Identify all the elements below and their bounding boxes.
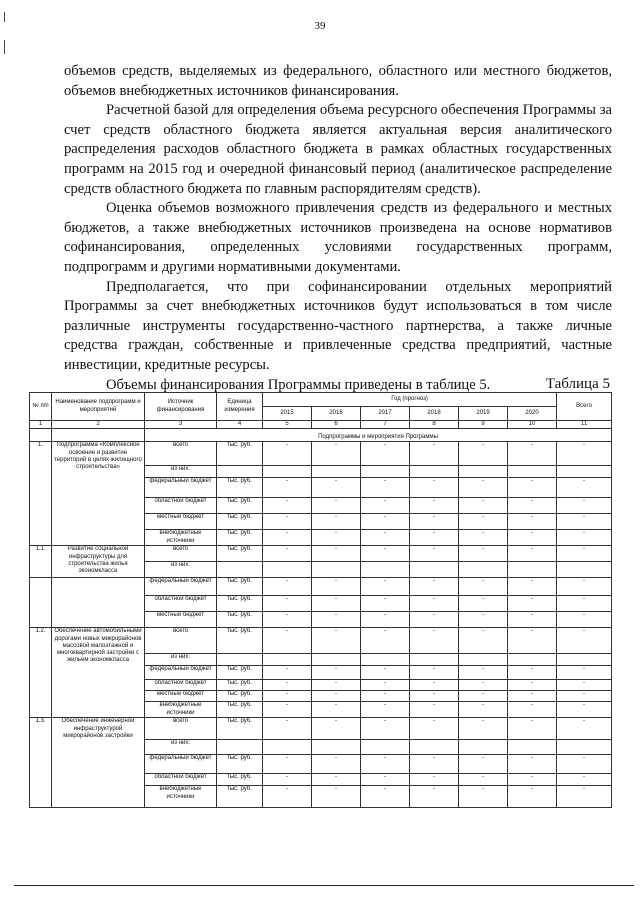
row-unit: тыс. руб. — [217, 546, 263, 562]
row-value: - — [459, 774, 508, 786]
row-value — [361, 466, 410, 478]
row-value — [557, 740, 612, 755]
row-value — [557, 654, 612, 666]
row-value: - — [361, 442, 410, 466]
row-value: - — [459, 702, 508, 718]
row-value: - — [263, 578, 312, 596]
row-value: - — [410, 478, 459, 498]
row-value: - — [361, 514, 410, 530]
row-value: - — [557, 498, 612, 514]
table-row — [30, 546, 612, 562]
row-value — [410, 740, 459, 755]
row-value: - — [361, 718, 410, 740]
row-value: - — [312, 691, 361, 702]
row-value: - — [508, 718, 557, 740]
row-number — [30, 578, 52, 628]
row-value: - — [508, 680, 557, 691]
row-number: 1.3. — [30, 718, 52, 808]
row-value: - — [410, 498, 459, 514]
row-value — [410, 562, 459, 578]
table-row — [30, 442, 612, 466]
row-value: - — [263, 774, 312, 786]
row-source: всего — [145, 718, 217, 740]
row-value: - — [312, 718, 361, 740]
financing-table — [29, 392, 612, 808]
row-unit: тыс. руб. — [217, 718, 263, 740]
row-unit: тыс. руб. — [217, 691, 263, 702]
row-value: - — [557, 546, 612, 562]
row-name: Подпрограмма «Комплексное освоение и развитие территорий в целях жилищного строительства» — [52, 442, 145, 546]
row-value: - — [410, 578, 459, 596]
row-value: - — [557, 628, 612, 654]
row-unit: тыс. руб. — [217, 755, 263, 774]
row-value: - — [459, 530, 508, 546]
row-value: - — [410, 718, 459, 740]
row-value: - — [459, 718, 508, 740]
row-source: из них: — [145, 562, 217, 578]
row-value: - — [312, 442, 361, 466]
row-unit: тыс. руб. — [217, 774, 263, 786]
row-source: из них: — [145, 466, 217, 478]
row-value: - — [263, 755, 312, 774]
row-value — [361, 654, 410, 666]
section-spacer — [30, 429, 52, 442]
row-value: - — [263, 596, 312, 612]
bottom-rule — [14, 885, 634, 886]
row-value: - — [508, 530, 557, 546]
page-number: 39 — [314, 20, 326, 32]
header-num: № п/п — [30, 393, 52, 421]
row-value: - — [459, 478, 508, 498]
row-value — [508, 466, 557, 478]
row-source: всего — [145, 442, 217, 466]
row-value: - — [459, 578, 508, 596]
row-value: - — [263, 702, 312, 718]
row-unit: тыс. руб. — [217, 498, 263, 514]
column-number: 6 — [312, 421, 361, 429]
row-value — [312, 562, 361, 578]
row-source: местный бюджет — [145, 612, 217, 628]
row-value: - — [410, 596, 459, 612]
column-number: 8 — [410, 421, 459, 429]
row-source: областной бюджет — [145, 596, 217, 612]
row-value: - — [557, 786, 612, 808]
row-value: - — [557, 755, 612, 774]
row-unit: тыс. руб. — [217, 666, 263, 680]
paragraph-5: Объемы финансирования Программы приведены в таблице 5. — [106, 376, 491, 393]
row-source: всего — [145, 546, 217, 562]
row-value: - — [410, 755, 459, 774]
row-unit: тыс. руб. — [217, 628, 263, 654]
header-year: 2016 — [312, 407, 361, 421]
column-number: 10 — [508, 421, 557, 429]
row-name — [52, 578, 145, 628]
column-number: 11 — [557, 421, 612, 429]
row-value: - — [459, 628, 508, 654]
row-value: - — [312, 786, 361, 808]
row-value: - — [361, 691, 410, 702]
row-value: - — [508, 691, 557, 702]
row-value: - — [263, 478, 312, 498]
row-value: - — [508, 774, 557, 786]
header-name: Наименование подпрограмм и мероприятий — [52, 393, 145, 421]
row-value: - — [410, 786, 459, 808]
row-value: - — [312, 514, 361, 530]
row-value: - — [410, 666, 459, 680]
row-number: 1.1. — [30, 546, 52, 578]
section-spacer — [52, 429, 145, 442]
row-source: областной бюджет — [145, 774, 217, 786]
row-value — [459, 466, 508, 478]
row-name: Обеспечение инженерной инфраструктурой микрорайонов застройки — [52, 718, 145, 808]
row-value: - — [508, 755, 557, 774]
row-unit: тыс. руб. — [217, 478, 263, 498]
row-value: - — [263, 498, 312, 514]
margin-mark-second — [4, 40, 5, 54]
table-body — [30, 421, 612, 808]
table-caption: Таблица 5 — [545, 376, 610, 392]
header-total: Всего — [557, 393, 612, 421]
row-value: - — [361, 680, 410, 691]
row-value: - — [361, 774, 410, 786]
row-value: - — [459, 786, 508, 808]
row-unit: тыс. руб. — [217, 530, 263, 546]
row-source: федеральный бюджет — [145, 755, 217, 774]
row-value: - — [508, 786, 557, 808]
row-value: - — [312, 612, 361, 628]
row-value — [361, 562, 410, 578]
row-value: - — [557, 702, 612, 718]
header-years-group: Год (прогноз) — [263, 393, 557, 407]
row-value: - — [459, 514, 508, 530]
row-value: - — [557, 774, 612, 786]
row-source: областной бюджет — [145, 498, 217, 514]
row-unit: тыс. руб. — [217, 578, 263, 596]
paragraph-2: Расчетной базой для определения объема ресурсного обеспечения Программы за счет средств областного бюджета является актуальная версия аналитического распределения расходов областного бюджета в рамках областных государственных программ на 2015 год и очередной финансовый период (аналитическое распределение средств областного бюджета по главным распорядителям средств). — [64, 102, 612, 197]
row-value: - — [508, 546, 557, 562]
row-value — [312, 466, 361, 478]
body-text — [64, 62, 612, 395]
row-value: - — [263, 666, 312, 680]
row-value: - — [557, 578, 612, 596]
row-value — [263, 466, 312, 478]
row-value: - — [459, 442, 508, 466]
row-number: 1.2. — [30, 628, 52, 718]
section-title: Подпрограммы и мероприятия Программы — [145, 429, 612, 442]
paragraph-1: объемов средств, выделяемых из федерального, областного или местного бюджетов, объемов внебюджетных источников финансирования. — [64, 63, 612, 99]
row-value: - — [459, 691, 508, 702]
row-value: - — [557, 612, 612, 628]
row-value: - — [410, 691, 459, 702]
row-value: - — [508, 498, 557, 514]
row-value: - — [459, 596, 508, 612]
row-source: областной бюджет — [145, 680, 217, 691]
row-source: внебюджетные источники — [145, 786, 217, 808]
row-value: - — [410, 612, 459, 628]
row-value: - — [410, 442, 459, 466]
column-number: 5 — [263, 421, 312, 429]
row-name: Развитие социальной инфраструктуры для строительства жилья экономкласса — [52, 546, 145, 578]
row-number: 1. — [30, 442, 52, 546]
column-number: 3 — [145, 421, 217, 429]
row-value: - — [312, 628, 361, 654]
row-value: - — [361, 530, 410, 546]
row-unit: тыс. руб. — [217, 442, 263, 466]
row-value — [459, 654, 508, 666]
row-value: - — [557, 666, 612, 680]
row-value: - — [361, 628, 410, 654]
row-unit: тыс. руб. — [217, 786, 263, 808]
table-row — [30, 718, 612, 740]
row-value: - — [312, 666, 361, 680]
header-year: 2020 — [508, 407, 557, 421]
row-value: - — [263, 628, 312, 654]
row-value — [312, 740, 361, 755]
row-value: - — [312, 755, 361, 774]
column-number: 1 — [30, 421, 52, 429]
row-value: - — [557, 514, 612, 530]
column-number: 2 — [52, 421, 145, 429]
row-value — [508, 562, 557, 578]
row-value: - — [361, 666, 410, 680]
row-unit: тыс. руб. — [217, 680, 263, 691]
row-value: - — [459, 666, 508, 680]
row-value: - — [361, 498, 410, 514]
row-value: - — [361, 478, 410, 498]
row-unit: тыс. руб. — [217, 514, 263, 530]
row-value: - — [508, 514, 557, 530]
row-value: - — [312, 530, 361, 546]
row-value: - — [459, 498, 508, 514]
row-value: - — [459, 612, 508, 628]
row-value: - — [508, 702, 557, 718]
row-value — [459, 562, 508, 578]
row-value — [263, 740, 312, 755]
row-value: - — [410, 774, 459, 786]
row-value: - — [410, 702, 459, 718]
table-row — [30, 628, 612, 654]
column-number: 4 — [217, 421, 263, 429]
row-value — [410, 654, 459, 666]
row-value: - — [263, 691, 312, 702]
row-value: - — [508, 628, 557, 654]
row-source: всего — [145, 628, 217, 654]
row-value: - — [263, 546, 312, 562]
row-value — [508, 654, 557, 666]
column-number: 9 — [459, 421, 508, 429]
row-value: - — [263, 612, 312, 628]
table-row — [30, 578, 612, 596]
row-value: - — [361, 702, 410, 718]
row-value — [557, 466, 612, 478]
row-value: - — [312, 546, 361, 562]
row-value — [557, 562, 612, 578]
row-value: - — [557, 596, 612, 612]
row-unit: тыс. руб. — [217, 612, 263, 628]
row-value: - — [361, 578, 410, 596]
column-number: 7 — [361, 421, 410, 429]
header-source: Источник финансирования — [145, 393, 217, 421]
row-value: - — [312, 578, 361, 596]
row-source: федеральный бюджет — [145, 666, 217, 680]
paragraph-4: Предполагается, что при софинансировании отдельных мероприятий Программы за счет внебюджетных источников будут использоваться в том числе различные инструменты государственно-частного партнерства, а также личные средства граждан, собственные и привлеченные средства предприятий, частные инвестиции, кредитные ресурсы. — [64, 278, 612, 373]
row-value: - — [410, 514, 459, 530]
row-value: - — [459, 755, 508, 774]
row-source: федеральный бюджет — [145, 478, 217, 498]
row-value: - — [508, 596, 557, 612]
row-source: внебюджетные источники — [145, 530, 217, 546]
row-value: - — [361, 546, 410, 562]
row-value — [263, 654, 312, 666]
row-value: - — [361, 596, 410, 612]
row-value: - — [263, 786, 312, 808]
header-year: 2018 — [410, 407, 459, 421]
row-value: - — [312, 774, 361, 786]
row-source: из них: — [145, 740, 217, 755]
row-value — [508, 740, 557, 755]
row-value — [459, 740, 508, 755]
row-unit — [217, 562, 263, 578]
row-value: - — [557, 442, 612, 466]
header-year: 2015 — [263, 407, 312, 421]
row-value: - — [459, 546, 508, 562]
row-source: местный бюджет — [145, 691, 217, 702]
row-value: - — [312, 478, 361, 498]
row-value: - — [459, 680, 508, 691]
row-name: Обеспечение автомобильными дорогами новых микрорайонов массовой малоэтажной и многоквартирной застройки с жильем экономкласса — [52, 628, 145, 718]
row-value: - — [508, 612, 557, 628]
row-value: - — [263, 514, 312, 530]
row-value: - — [557, 478, 612, 498]
row-value: - — [312, 702, 361, 718]
row-value: - — [361, 755, 410, 774]
row-value: - — [508, 478, 557, 498]
row-value: - — [410, 680, 459, 691]
row-value: - — [557, 691, 612, 702]
row-value: - — [263, 442, 312, 466]
row-value: - — [410, 530, 459, 546]
row-value: - — [508, 578, 557, 596]
row-value: - — [557, 718, 612, 740]
row-value — [312, 654, 361, 666]
row-value: - — [410, 546, 459, 562]
row-value: - — [263, 530, 312, 546]
row-source: федеральный бюджет — [145, 578, 217, 596]
row-value: - — [361, 786, 410, 808]
row-value — [263, 562, 312, 578]
row-value — [361, 740, 410, 755]
paragraph-3: Оценка объемов возможного привлечения средств из федерального и местных бюджетов, а также внебюджетных источников произведена на основе нормативов софинансирования, определенных условиями государственных программ, подпрограмм и другими нормативными документами. — [64, 200, 612, 275]
row-unit — [217, 466, 263, 478]
row-value: - — [263, 680, 312, 691]
row-value: - — [557, 530, 612, 546]
row-unit: тыс. руб. — [217, 702, 263, 718]
column-number-row — [30, 421, 612, 429]
row-source: из них: — [145, 654, 217, 666]
row-source: местный бюджет — [145, 514, 217, 530]
row-value: - — [263, 718, 312, 740]
row-value: - — [361, 612, 410, 628]
row-value: - — [312, 596, 361, 612]
row-value: - — [508, 442, 557, 466]
row-value: - — [508, 666, 557, 680]
header-unit: Единица измерения — [217, 393, 263, 421]
row-unit: тыс. руб. — [217, 596, 263, 612]
row-value: - — [312, 498, 361, 514]
row-unit — [217, 740, 263, 755]
row-unit — [217, 654, 263, 666]
header-year: 2019 — [459, 407, 508, 421]
row-value — [410, 466, 459, 478]
header-year: 2017 — [361, 407, 410, 421]
row-value: - — [312, 680, 361, 691]
row-value: - — [557, 680, 612, 691]
row-value: - — [410, 628, 459, 654]
section-row — [30, 429, 612, 442]
row-source: внебюджетные источники — [145, 702, 217, 718]
